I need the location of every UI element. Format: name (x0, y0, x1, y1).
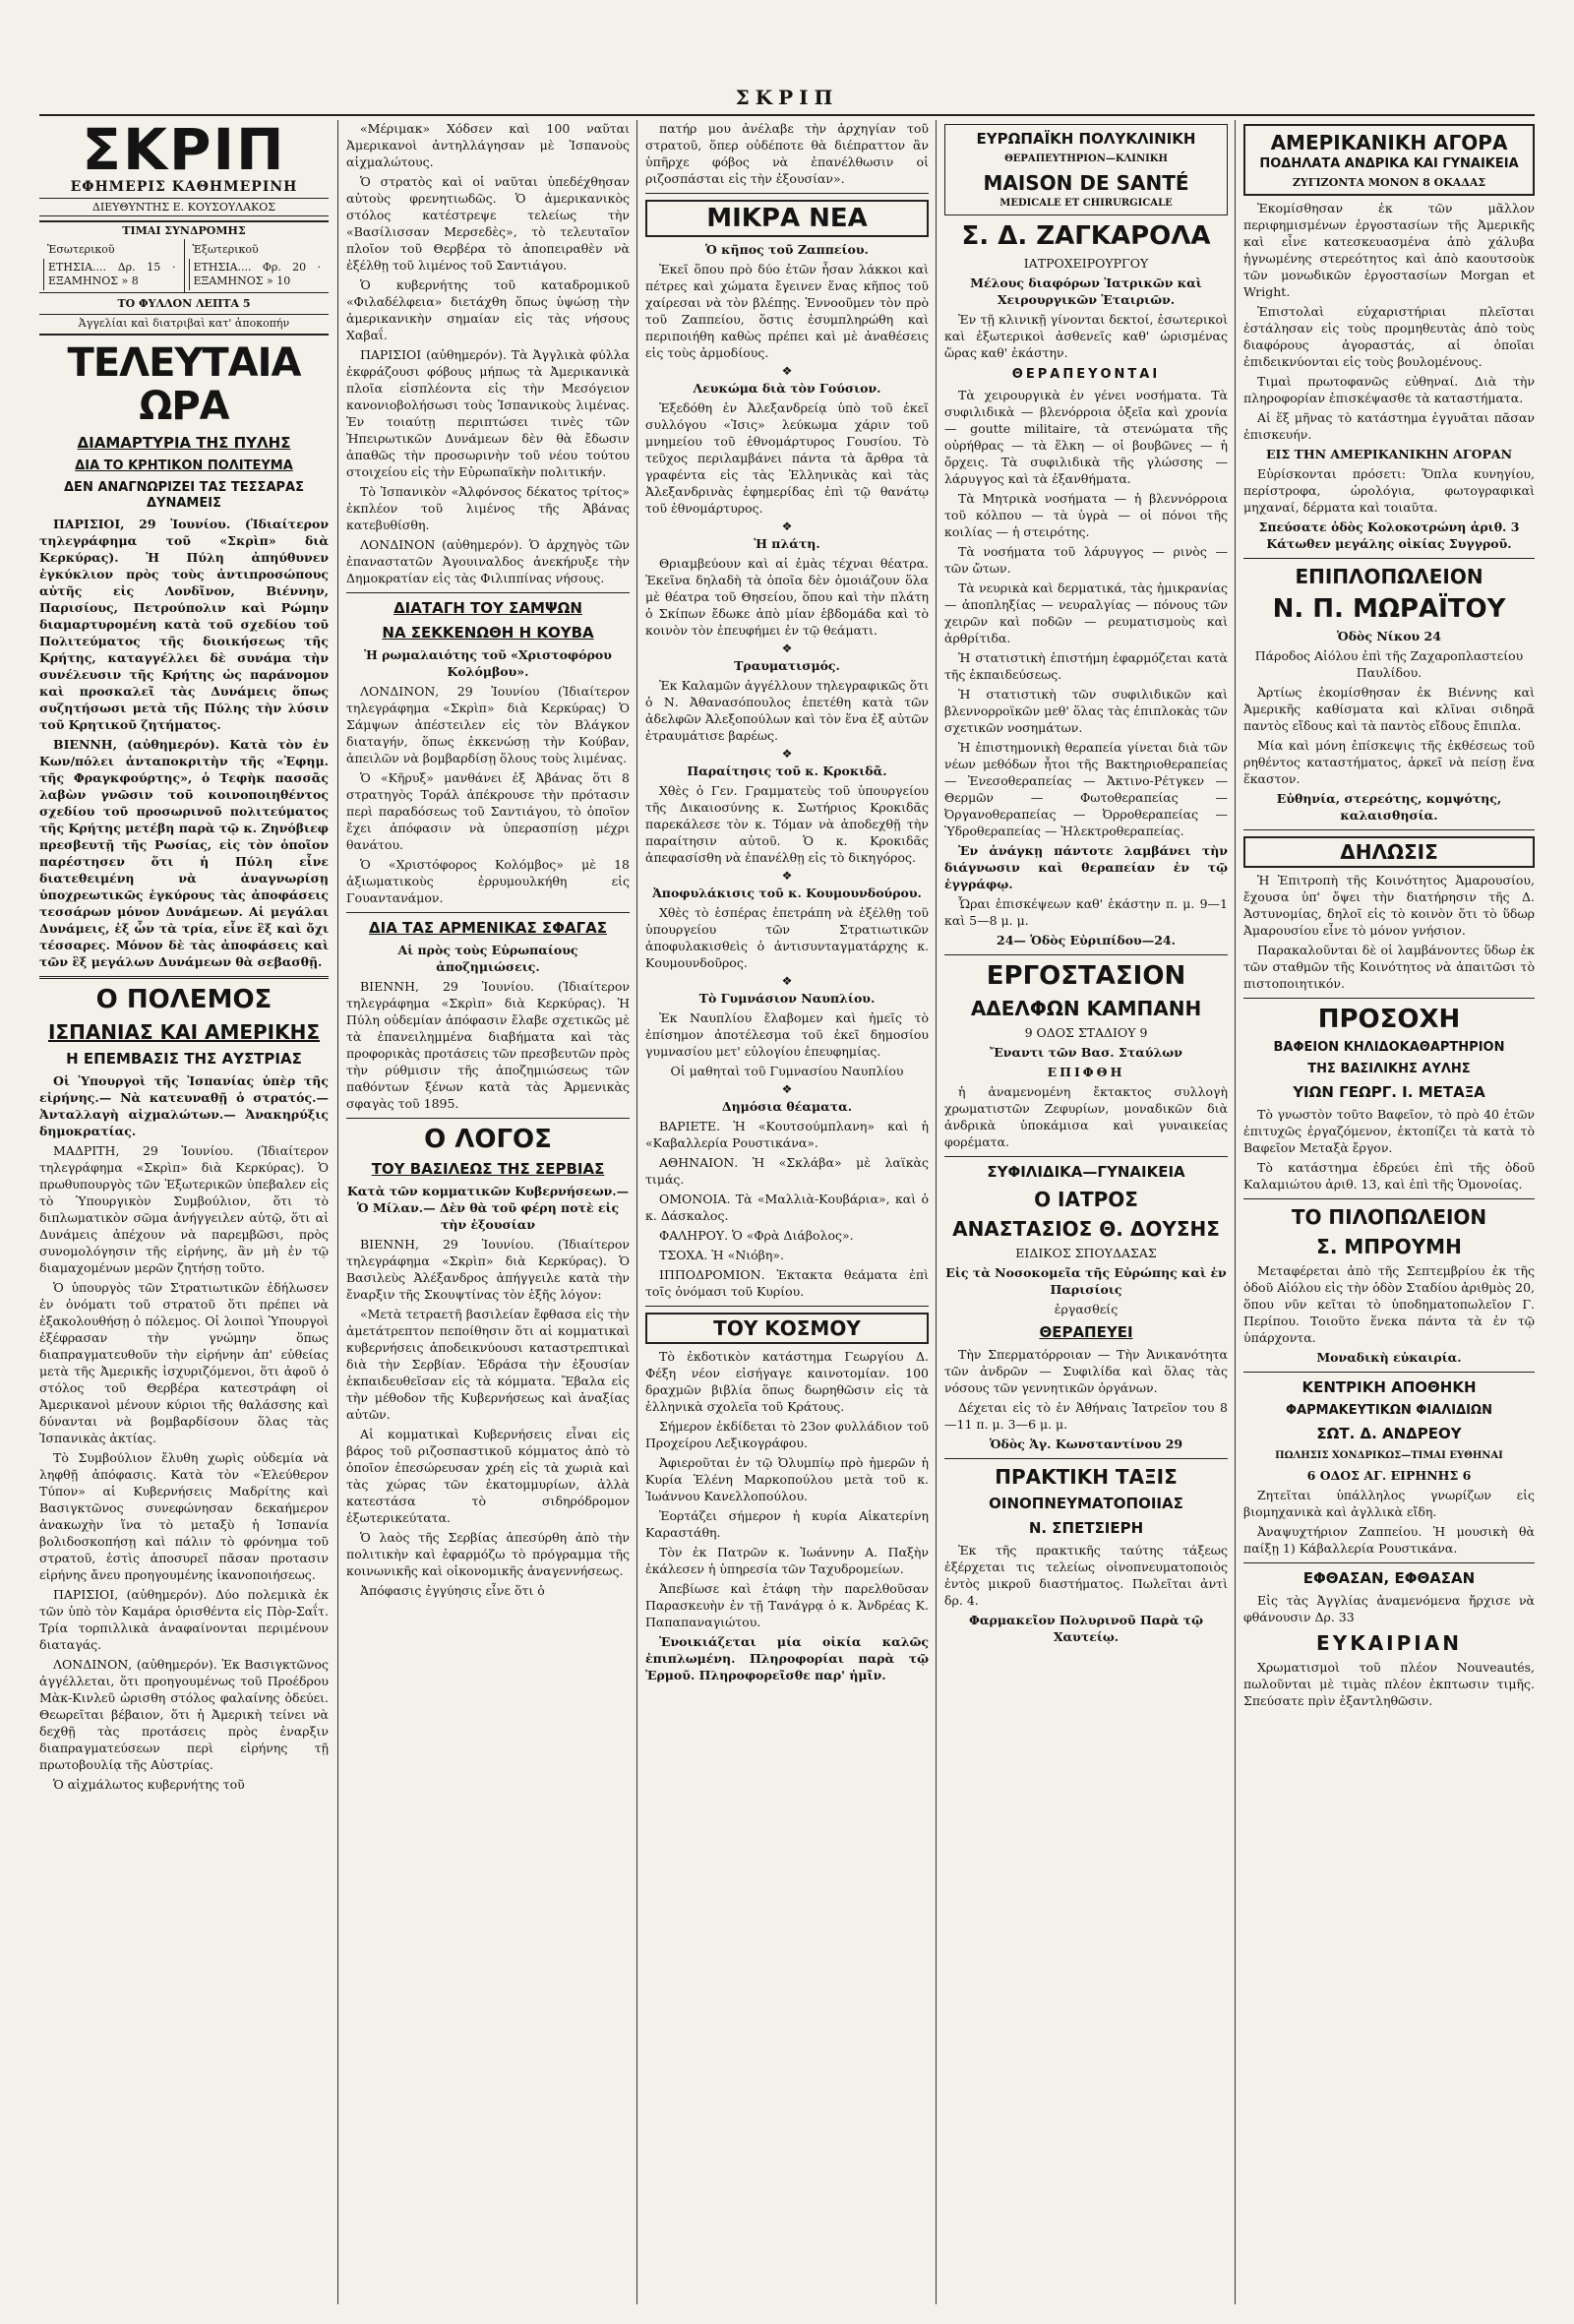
article-paragraph: «Μέριμακ» Χόδσεν καὶ 100 ναῦται Ἀμερικανοὶ ἀντηλλάγησαν μὲ Ἰσπανοὺς αἰχμαλώτους. (346, 121, 630, 169)
article-paragraph: Ὁ λαὸς τῆς Σερβίας ἀπεσύρθη ἀπὸ τὴν πολιτικὴν καὶ ἐφαρμόζω τὸ πρόγραμμα τῆς κοινωνικῆς καὶ οἰκονομικῆς ἀναγεννήσεως. (346, 1530, 630, 1578)
divider (1243, 829, 1535, 830)
ad-paragraph: Μεταφέρεται ἀπὸ τῆς Σεπτεμβρίου ἐκ τῆς ὁδοῦ Αἰόλου εἰς τὴν ὁδὸν Σταδίου ἀριθμὸς 20, ὅπου νῦν κεῖται τὸ ὑποδηματοπωλεῖον Γ. Περίπου. Τοιοῦτο ἕνεκα πάντα τὰ ἐν τῷ ὑπάρχοντα. (1243, 1263, 1535, 1345)
news-subheading: Ὁ κῆπος τοῦ Ζαππείου. (705, 242, 869, 257)
article-paragraph: ΒΙΕΝΝΗ, 29 Ἰουνίου. (Ἰδιαίτερον τηλεγράφημα «Σκρὶπ» διὰ Κερκύρας). Ἡ Πύλη οὐδεμίαν ἀπόφασιν ἔλαβε σχετικῶς μὲ τὰ ἐπανειλημμένα διαβήματα καὶ τὰς προφορικὰς προτάσεις τῶν πρεσβευτῶν πρὸς τὴν ρύθμισιν τῆς ἀποζημιώσεως τῶν παθόντων ξένων κατὰ τὰς Ἀρμενικὰς σφαγὰς τοῦ 1895. (346, 979, 630, 1111)
headline-austria: Η ΕΠΕΜΒΑΣΙΣ ΤΗΣ ΑΥΣΤΡΙΑΣ (66, 1050, 302, 1068)
article-paragraph: ΜΑΔΡΙΤΗ, 29 Ἰουνίου. (Ἰδιαίτερον τηλεγράφημα «Σκρὶπ» διὰ Κερκύρας). Ὁ πρωθυπουργὸς τῶν Ἐξωτερικῶν ὑπεβαλεν εἰς τὸ Ὑπουργικὸν Συμβούλιον, ὅτι τὸ διπλωματικὸν σῶμα ἀνήγγειλεν αὐτῷ, ὅτι αἱ Δυνάμεις ἀπέχουν νὰ παρεμβῶσι, πρὸς συνομολόγησιν τῆς εἰρήνης, ἂν μὴ ἐν τῷ διαμαχομένων μερῶν ζητήσῃ τοῦτο. (39, 1143, 329, 1275)
ad-address: 24— Ὁδὸς Εὐριπίδου—24. (997, 933, 1176, 948)
ad-opportunity: ΕΥΚΑΙΡΙΑΝ (1316, 1631, 1462, 1655)
exterior-label: Ἐξωτερικοῦ (192, 243, 259, 256)
ad-iatros: Ο ΙΑΤΡΟΣ (1034, 1188, 1138, 1211)
ad-paragraph: Εὑρίσκονται πρόσετι: Ὅπλα κυνηγίου, περίστροφα, ὡρολόγια, φωτογραφικαὶ μηχαναί, δέρματα καὶ τοιαῦτα. (1243, 466, 1535, 515)
ad-moraitou-near: Πάροδος Αἰόλου ἐπὶ τῆς Ζαχαροπλαστείου Παυλίδου. (1254, 648, 1524, 680)
ornament-icon: ❖ (781, 364, 793, 378)
interior-label: Ἐσωτερικοῦ (47, 243, 115, 256)
divider (1243, 1372, 1535, 1373)
masthead (39, 120, 329, 222)
ad-paragraph: Ἐκομίσθησαν ἐκ τῶν μᾶλλον περιφημισμένων ἐργοστασίων τῆς Ἀμερικῆς καὶ εἶνε κατεσκευασμένα ἀπὸ χάλυβα ἡγνωμένης στερεότητος καὶ ἀπὸ καουτσοὺκ τῶν μονωδικῶν ἐργοστασίων Morgan et Wright. (1243, 201, 1535, 299)
ad-syph-heading: ΣΥΦΙΛΙΔΙΚΑ—ΓΥΝΑΙΚΕΙΑ (987, 1163, 1185, 1181)
ad-paragraph: Ἀναψυχτήριον Ζαππείου. Ἡ μουσικὴ θὰ παίξῃ 1) Κάβαλλερία Ρουστικάνα. (1243, 1524, 1535, 1556)
column-2 (346, 120, 630, 2304)
news-subheading: Ἀποφυλάκισις τοῦ κ. Κουμουνδούρου. (652, 886, 922, 900)
ornament-icon: ❖ (781, 869, 793, 883)
ad-treat-heading: ΘΕΡΑΠΕΥΟΝΤΑΙ (1011, 367, 1161, 382)
ad-paragraph: Αἱ ἕξ μῆνας τὸ κατάστημα ἐγγυᾶται πᾶσαν ἐπισκευήν. (1243, 410, 1535, 442)
divider (645, 193, 929, 194)
news-subheading: Λευκώμα διὰ τὸν Γούσιον. (693, 381, 881, 396)
column-rule (337, 120, 338, 2304)
news-paragraph: Ἀπεβίωσε καὶ ἐτάφη τὴν παρελθοῦσαν Παρασκευὴν ἐν τῇ Τανάγρᾳ ὁ κ. Ἀνδρέας Κ. Παπαπαναγιώτου. (645, 1581, 929, 1629)
ad-paragraph: Εἰς τὰς Ἀγγλίας ἀναμενόμενα ἤρχισε νὰ φθάνουσιν Δρ. 33 (1243, 1593, 1535, 1624)
ad-paragraph: Ἐν τῇ κλινικῇ γίνονται δεκτοί, ἐσωτερικοὶ καὶ ἐξωτερικοὶ ἀσθενεῖς καθ' ὡρισμένας ὥρας καθ' ἑκάστην. (944, 312, 1228, 360)
ornament-icon: ❖ (781, 642, 793, 655)
headline-last-hour: ΤΕΛΕΥΤΑΙΑ ΩΡΑ (67, 340, 301, 429)
news-paragraph: Ἐνοικιάζεται μία οἰκία καλῶς ἐπιπλωμένη. Πληροφορίαι παρὰ τῷ Ἐρμοῦ. Πληροφορεῖσθε παρ' ἡμῖν. (645, 1634, 929, 1682)
news-paragraph: Ἐξεδόθη ἐν Ἀλεξανδρείᾳ ὑπὸ τοῦ ἐκεῖ συλλόγου «Ἰσις» λεύκωμα χάριν τοῦ μνημείου τοῦ ἐθνομάρτυρος Γουσίου. Τὸ τεῦχος περιλαμβάνει πάντα τὰ ἄρθρα τὰ γραφέντα εἰς τὰς Ἑλληνικὰς καὶ τὰς Ἀλεξανδρινὰς ἐφημερίδας ἐπὶ τῷ θανάτῳ τοῦ ἐθνομάρτυρος. (645, 400, 929, 516)
ad-worked: ἐργασθείς (1054, 1302, 1119, 1316)
sheet-price: ΤΟ ΦΥΛΛΟΝ ΛΕΠΤΑ 5 (39, 293, 329, 315)
ad-factory-opposite: Ἔναντι τῶν Βασ. Σταύλων (990, 1045, 1182, 1060)
news-paragraph: Ἐκεῖ ὅπου πρὸ δύο ἐτῶν ἦσαν λάκκοι καὶ πέτρες καὶ χώματα ἔγεινεν ἕνας κῆπος τοῦ χαίρεσαι νὰ τὸν βλέπῃς. Ἐννοοῦμεν τὸν πρὸ τοῦ Ζαππείου, ὅστις ἐσυμπληρώθη καὶ περιποιήθη καθὼς πρέπει καὶ μὲ ἀναθέσεις εἰς τοὺς ἀρμοδίους. (645, 262, 929, 360)
headline-serbia: ΤΟΥ ΒΑΣΙΛΕΩΣ ΤΗΣ ΣΕΡΒΙΑΣ (371, 1160, 605, 1178)
headline-no-recognition: ΔΕΝ ΑΝΑΓΝΩΡΙΖΕΙ ΤΑΣ ΤΕΣΣΑΡΑΣ ΔΥΝΑΜΕΙΣ (64, 480, 304, 511)
news-paragraph: Χθὲς τὸ ἑσπέρας ἐπετράπη νὰ ἐξέλθῃ τοῦ ὑπουργείου τῶν Στρατιωτικῶν ἀποφυλακισθεὶς ὁ ἀντισυνταγματάρχης κ. Κουμουνδοῦρος. (645, 905, 929, 970)
ad-paragraph: Τὴν Σπερματόρροιαν — Τὴν Ἀνικανότητα τῶν ἀνδρῶν — Συφιλίδα καὶ ὅλας τὰς νόσους τῶν γεννητικῶν ὀργάνων. (944, 1347, 1228, 1395)
ad-paragraph: Μία καὶ μόνη ἐπίσκεψις τῆς ἐκθέσεως τοῦ ρηθέντος καταστήματος, ἀρκεῖ νὰ πείσῃ ἕνα ἕκαστον. (1243, 738, 1535, 786)
divider (944, 954, 1228, 955)
ad-paragraph: Ἡ ἐπιστημονικὴ θεραπεία γίνεται διὰ τῶν νέων μεθόδων ἦτοι τῆς Βακτηριοθεραπείας — Ἐνεσοθεραπείας — Ἀκτινο-Ρέτγκεν — Θερμῶν — Φωτοθεραπείας — Ὀργανοθεραπείας — Ὀρροθεραπείας — Ὑδροθεραπείας — Ἠλεκτροθεραπείας. (944, 740, 1228, 838)
article-paragraph: πατήρ μου ἀνέλαβε τὴν ἀρχηγίαν τοῦ στρατοῦ, ὅπερ οὐδέποτε θὰ διέπραττον ἂν ὑπῆρχε φόβος νὰ ἐπανέλθωσιν οἱ ριζοσπάσται εἰς τὴν ἐξουσίαν». (645, 121, 929, 186)
headline-armenian: ΔΙΑ ΤΑΣ ΑΡΜΕΝΙΚΑΣ ΣΦΑΓΑΣ (369, 919, 607, 937)
article-paragraph: ΠΑΡΙΣΙΟΙ, (αὐθημερόν). Δύο πολεμικὰ ἐκ τῶν ὑπὸ τὸν Καμάρα ὁρισθέντα εἰς Πὸρ-Σαΐτ. Τρία τορπιλλικὰ ἀναφαίνονται περιμένουν διαταγάς. (39, 1587, 329, 1652)
ad-paragraph: Σπεύσατε ὁδὸς Κολοκοτρώνη ἀριθ. 3 Κάτωθεν μεγάλης οἰκίας Συγγροῦ. (1258, 520, 1520, 551)
headline-small-news: ΜΙΚΡΑ ΝΕΑ (645, 200, 929, 237)
ad-agora-title: ΑΜΕΡΙΚΑΝΙΚΗ ΑΓΟΡΑ (1270, 131, 1508, 154)
ad-unique: Μοναδικὴ εὐκαιρία. (1316, 1350, 1462, 1365)
subscription-table (39, 239, 329, 293)
ad-moraitou-name: Ν. Π. ΜΩΡΑΪΤΟΥ (1272, 594, 1506, 624)
ad-moraitou-address: Ὁδὸς Νίκου 24 (1337, 629, 1441, 643)
news-paragraph: Τὸ ἐκδοτικὸν κατάστημα Γεωργίου Δ. Φέξη νέον εἰσήγαγε καινοτομίαν. 100 δραχμῶν βιβλία ὅπως δωρηθῶσιν εἰς τὰ ἑλληνικὰ σχολεῖα τοῦ Κράτους. (645, 1349, 929, 1414)
article-subheading: Αἱ πρὸς τοὺς Εὐρωπαίους ἀποζημιώσεις. (397, 943, 578, 974)
ad-furniture-title: ΕΠΙΠΛΟΠΩΛΕΙΟΝ (1295, 565, 1483, 588)
headline-world: ΤΟΥ ΚΟΣΜΟΥ (645, 1313, 929, 1344)
divider (39, 976, 329, 979)
ad-american-market (1243, 124, 1535, 196)
headline-sampson-order: ΔΙΑΤΑΓΗ ΤΟΥ ΣΑΜΨΩΝ (394, 599, 582, 617)
ad-paragraph: Ἡ στατιστικὴ τῶν συφιλιδικῶν καὶ βλεννορροϊκῶν μεθ' ὅλας τὰς ἐπιπλοκὰς τῶν σχετικῶν νοσημάτων. (944, 687, 1228, 735)
ad-clinic-title: ΕΥΡΩΠΑΪΚΗ ΠΟΛΥΚΛΙΝΙΚΗ (976, 130, 1196, 148)
column-1 (39, 120, 329, 2304)
ad-paragraph: Ἀρτίως ἐκομίσθησαν ἐκ Βιέννης καὶ Ἀμερικῆς καθίσματα καὶ κλῖναι σιδηρᾶ παντὸς εἴδους καὶ τὰ παντὸς εἴδους ἔπιπλα. (1243, 685, 1535, 733)
theatre-listing: ΟΜΟΝΟΙΑ. Τὰ «Μαλλιὰ-Κουβάρια», καὶ ὁ κ. Δάσκαλος. (645, 1192, 929, 1223)
ad-paragraph: Ἡ στατιστικὴ ἐπιστήμη ἐφαρμόζεται κατὰ τῆς ἐκπαιδεύσεως. (944, 650, 1228, 682)
ad-doctor-title: ΙΑΤΡΟΧΕΙΡΟΥΡΓΟΥ (1023, 256, 1149, 271)
article-paragraph: Ὁ κυβερνήτης τοῦ καταδρομικοῦ «Φιλαδέλφεια» διετάχθη ὅπως ὑψώσῃ τὴν ἀμερικανικὴν σημαίαν εἰς τὰς νήσους Χαβαΐ. (346, 277, 630, 342)
ad-clinic-sub: ΘΕΡΑΠΕΥΤΗΡΙΟΝ—ΚΛΙΝΙΚΗ (1004, 153, 1168, 164)
ads-note: Ἀγγελίαι καὶ διατριβαὶ κατ' ἀποκοπήν (39, 315, 329, 336)
ad-broumi: Σ. ΜΠΡΟΥΜΗ (1316, 1235, 1462, 1258)
article-paragraph: Ἀπόφασις ἐγγύησις εἶνε ὅτι ὁ (360, 1583, 545, 1598)
news-paragraph: Ἐκ Καλαμῶν ἀγγέλλουν τηλεγραφικῶς ὅτι ὁ Ν. Ἀθανασόπουλος ἐπετέθη κατὰ τῶν ἀδελφῶν Ἀλεξοπούλων καὶ τὸν ἕνα ἐξ αὐτῶν ἐτραυμάτισε βαρέως. (645, 678, 929, 743)
theatre-listing: ΑΘΗΝΑΙΟΝ. Ἡ «Σκλάβα» μὲ λαϊκὰς τιμάς. (645, 1155, 929, 1187)
ad-eirinis: 6 ΟΔΟΣ ΑΓ. ΕΙΡΗΝΗΣ 6 (1306, 1468, 1472, 1483)
interior-rates: ΕΤΗΣΙΑ.... Δρ. 15 · ΕΞΑΜΗΝΟΣ » 8 (43, 259, 180, 290)
news-paragraph: Τὸν ἐκ Πατρῶν κ. Ἰωάννην Α. Παξὴν ἐκάλεσεν ἡ ὑπηρεσία τῶν Ταχυδρομείων. (645, 1545, 929, 1576)
article-paragraph: Αἱ κομματικαὶ Κυβερνήσεις εἶναι εἰς βάρος τοῦ ριζοσπαστικοῦ κόμματος ἀπὸ τὸ ὁποῖον ἐπεσώρευσαν χρέη εἰς τὰ χωριὰ καὶ τὰς χώρας τῶν ἐκατομμυρίων, ἀλλὰ κατεστάσα τὸ σιδηρόδρομον ἐξωτερικεύτατα. (346, 1427, 630, 1525)
theatre-listing: ΦΑΛΗΡΟΥ. Ὁ «Φρὰ Διάβολος». (659, 1228, 854, 1243)
article-paragraph: ΛΟΝΔΙΝΟΝ (αὐθημερόν). Ὁ ἀρχηγὸς τῶν ἐπαναστατῶν Ἀγουιναλδος ἀνεκήρυξε τὴν Δημοκρατίαν εἰς τὰς Φιλιππίνας νήσους. (346, 537, 630, 585)
exterior-rates: ΕΤΗΣΙΑ.... Φρ. 20 · ΕΞΑΜΗΝΟΣ » 10 (189, 259, 326, 290)
divider (1243, 1562, 1535, 1563)
ad-wholesale: ΠΩΛΗΣΙΣ ΧΟΝΔΡΙΚΩΣ—ΤΙΜΑΙ ΕΥΘΗΝΑΙ (1275, 1450, 1503, 1461)
ad-royal-court: ΤΗΣ ΒΑΣΙΛΙΚΗΣ ΑΥΛΗΣ (1307, 1062, 1471, 1076)
theatre-listing: ΤΣΟΧΑ. Ἡ «Νιόβη». (659, 1248, 785, 1262)
masthead-director: ΔΙΕΥΘΥΝΤΗΣ Ε. ΚΟΥΣΟΥΛΑΚΟΣ (39, 198, 329, 216)
article-paragraph: ΠΑΡΙΣΙΟΙ, 29 Ἰουνίου. (Ἰδιαίτερον τηλεγράφημα τοῦ «Σκρὶπ» διὰ Κερκύρας). Ἡ Πύλη ἀπηύθυνεν ἐγκύκλιον πρὸς τοὺς ἀντιπροσώπους αὐτῆς εἰς Λονδῖνον, Βιέννην, Παρισίους, Πετρούπολιν καὶ Ρώμην διαμαρτυρομένη κατὰ τοῦ σχεδίου τοῦ Πολιτεύματος τῆς διοικήσεως τῆς Κρήτης, καταγγέλλει δὲ συνάμα τὴν συνέλευσιν τῆς Κρήτης ὡς παράνομον καὶ προσκαλεῖ τὰς Δυνάμεις ὅπως συζητήσωσι μετὰ τῆς Πύλης τὴν λύσιν τοῦ Κρητικοῦ ζητήματος. (39, 517, 329, 732)
divider (346, 912, 630, 913)
ad-doctor-member: Μέλους διαφόρων Ἰατρικῶν καὶ Χειρουργικῶν Ἑταιριῶν. (970, 275, 1202, 307)
ad-factory-brothers: ΑΔΕΛΦΩΝ ΚΑΜΠΑΝΗ (970, 997, 1202, 1020)
article-paragraph: Ὁ στρατὸς καὶ οἱ ναῦται ὑπεδέχθησαν αὐτοὺς φρενητιωδῶς. Ὁ ἀμερικανικὸς στόλος κατέστρεψε τελείως τὴν «Βασίλισσαν Μερσεδὲς», τὸ τελευταῖον πλοῖον τοῦ Θερβέρα τὸ ἀποπειραθὲν νὰ ἐξέλθῃ τοῦ λιμένος τοῦ Σαντιάγου. (346, 174, 630, 273)
headline-spain-america: ΙΣΠΑΝΙΑΣ ΚΑΙ ΑΜΕΡΙΚΗΣ (47, 1020, 321, 1044)
news-paragraph: Θριαμβεύουν καὶ αἱ ἐμὰς τέχναι θέατρα. Ἐκεῖνα δηλαδὴ τὰ ὁποῖα δὲν ὁμοιάζουν ὅλα μὲ θέατρα τοῦ Θησείου, ὅπου καὶ τὴν πλάτη ὁ Σκίπων ἔδωκε ἀπὸ μίαν ἑβδομάδα καὶ τὸ κοινὸν τὸν ἐπευφήμει ἐν τῷ θεάματι. (645, 556, 929, 638)
ad-dyers: ΒΑΦΕΙΟΝ ΚΗΛΙΔΟΚΑΘΑΡΤΗΡΙΟΝ (1273, 1040, 1505, 1055)
ornament-icon: ❖ (781, 974, 793, 988)
ad-paragraph: Τὸ κατάστημα ἐδρεύει ἐπὶ τῆς ὁδοῦ Καλαμιώτου ἀριθ. 13, καὶ ἐπὶ τῆς Ὁμονοίας. (1243, 1160, 1535, 1192)
ad-paragraph: Ἐπιστολαὶ εὐχαριστήριαι πλεῖσται ἐστάλησαν εἰς τοὺς προμηθευτὰς ἀπὸ τοὺς διαφόρους ἀγοραστάς, αἱ ὁποῖαι ἐπιδεικνύονται εἰς τοὺς βουλομένους. (1243, 304, 1535, 369)
ad-paragraph: Τιμαὶ πρωτοφανῶς εὐθηναί. Διὰ τὴν πληροφορίαν ἐπισκέψασθε τὰ καταστήματα. (1243, 374, 1535, 405)
news-subheading: Παραίτησις τοῦ κ. Κροκιδᾶ. (687, 764, 887, 778)
ad-paragraph: Δέχεται εἰς τὸ ἐν Ἀθήναις Ἰατρεῖον του 8—11 π. μ. 3—6 μ. μ. (944, 1400, 1228, 1432)
ad-paragraph: ἡ ἀναμενομένη ἔκτακτος συλλογὴ χρωματιστῶν Ζεφυρίων, μοναδικῶν διὰ ἀνδρικὰ ὑποκάμισα καὶ γυναικείας φορέματα. (944, 1084, 1228, 1149)
ad-maison-sub: MEDICALE ET CHIRURGICALE (999, 198, 1173, 209)
ad-declaration: ΔΗΛΩΣΙΣ (1243, 836, 1535, 868)
theatre-listing: ΙΠΠΟΔΡΟΜΙΟΝ. Ἐκτακτα θεάματα ἐπὶ τοῖς ὀνόμασι τοῦ Κυρίου. (645, 1267, 929, 1299)
article-paragraph: Ὁ αἰχμάλωτος κυβερνήτης τοῦ (53, 1777, 245, 1792)
article-paragraph: ΒΙΕΝΝΗ, 29 Ἰουνίου. (Ἰδιαίτερον τηλεγράφημα «Σκρὶπ» διὰ Κερκύρας). Ὁ Βασιλεὺς Ἀλέξανδρος ἀπήγγειλε κατὰ τὴν ἔναρξιν τῆς Σκουψτίνας τὸν ἑξῆς λόγον: (346, 1237, 630, 1302)
ad-spetsieris: Ν. ΣΠΕΤΣΙΕΡΗ (1028, 1519, 1144, 1537)
ad-sign: ΕΙΣ ΤΗΝ ΑΜΕΡΙΚΑΝΙΚΗΝ ΑΓΟΡΑΝ (1265, 447, 1513, 461)
column-rule (1235, 120, 1236, 2304)
article-paragraph: Τὸ Συμβούλιον ἔλυθη χωρὶς οὐδεμία νὰ ληφθῇ ἀπόφασις. Κατὰ τὸν «Ἐλεύθερον Τύπον» αἱ Κυβερνήσεις Μαδρίτης καὶ Βασιγκτῶνος συνεφώνησαν δεκαήμερον ἀνακωχὴν ἵνα τὸ μεταξὺ ἡ Ἰσπανία βολιδοσκοπήσῃ καὶ πάλιν τὸ φρόνημα τοῦ στρατοῦ, ἐστὶς ἀποσυρεῖ πᾶσαν προτασιν εἰρήνης ἄνευ προηγουμένης ἱκανοποιήσεως. (39, 1450, 329, 1582)
ad-clinic (944, 124, 1228, 215)
ad-andreou: ΣΩΤ. Δ. ΑΝΔΡΕΟΥ (1316, 1425, 1462, 1442)
ad-factory-title: ΕΡΓΟΣΤΑΣΙΟΝ (986, 961, 1186, 991)
ad-paragraph: Ἡ Ἐπιτροπὴ τῆς Κοινότητος Ἀμαρουσίου, ἔχουσα ὑπ' ὄψει τὴν διατήρησιν τῆς Δ. Ἀστυνομίας, δηλοῖ εἰς τὸ κοινὸν ὅτι τὸ ὕδωρ Ἀμαρουσίου εἶνε τὸ μόνον γνήσιον. (1243, 873, 1535, 938)
ad-paragraph: Ζητεῖται ὑπάλληλος γνωρίζων εἰς βιομηχανικὰ καὶ ἀγλλικὰ εἴδη. (1243, 1488, 1535, 1519)
divider (346, 1118, 630, 1119)
article-paragraph: Ὁ ὑπουργὸς τῶν Στρατιωτικῶν ἐδήλωσεν ἐν ὀνόματι τοῦ στρατοῦ ὅτι πρέπει νὰ ἐξακολουθήσῃ ὁ πόλεμος. Οἱ λοιποὶ Ὑπουργοὶ ἐξέφρασαν τὴν γνώμην ὅπως διαπραγματευθοῦν τὴν εἰρήνην ἀπ' εὐθείας μετὰ τῆς Ἀμερικῆς ἰσχυριζόμενοι, ὅτι ἀφοῦ ὁ στόλος τοῦ Θερβέρα κατεστράφη οἱ Ἀμερικανοὶ μένουν κύριοι τῆς θαλάσσης καὶ δύνανται νὰ βομβαρδίσουν ὅλας τὰς Ἰσπανικὰς ἀκτίας. (39, 1280, 329, 1445)
masthead-subtitle: ΕΦΗΜΕΡΙΣ ΚΑΘΗΜΕΡΙΝΗ (70, 179, 298, 195)
ad-agora-weight: ΖΥΓΙΖΟΝΤΑ ΜΟΝΟΝ 8 ΟΚΑΔΑΣ (1292, 176, 1486, 189)
ad-paragraph: Ὧραι ἐπισκέψεων καθ' ἑκάστην π. μ. 9—1 καὶ 5—8 μ. μ. (944, 896, 1228, 928)
ad-attention: ΠΡΟΣΟΧΗ (1317, 1005, 1461, 1034)
ad-paragraph: Χρωματισμοὶ τοῦ πλέον Nouveautés, πωλοῦνται μὲ τιμὰς πλέον ἐκπτωσιν τιμῆς. Σπεύσατε πρὶν ἐξαντληθῶσιν. (1243, 1660, 1535, 1708)
article-paragraph: «Μετὰ τετραετῆ βασιλείαν ἔφθασα εἰς τὴν ἀμετάτρεπτον πεποίθησιν ὅτι αἱ κομματικαὶ κυβερνήσεις ἀποδεικνύουσι καταστρεπτικαὶ διὰ τὴν Σερβίαν. Ἐδράσα τὴν ἐξουσίαν ἐκπαιδευθεῖσαν εἰς τὰ κόμματα. Ἔβαλα εἰς τὴν μέθοδον τῆς Κυβερνήσεως καὶ ἀναξίας αὐτῶν. (346, 1307, 630, 1422)
article-paragraph: ΠΑΡΙΣΙΟΙ (αὐθημερόν). Τὰ Ἀγγλικὰ φύλλα ἐκφράζουσι φόβους μήπως τὰ Ἀμερικανικὰ πλοῖα εἰσπλέοντα εἰς τὴν Μεσόγειον κανονιοβολήσωσι τοὺς Ἰσπανικοὺς λιμένας. Ἐν τοιαύτῃ περιπτώσει τινὲς τῶν Ἠπειρωτικῶν Δυνάμεων δὲν θὰ ἔδωσιν ἀπαθῶς τὴν προσωρινὴν τοῦ νέου τούτου στοιχείου εἰς τὴν Εὐρωπαϊκὴν πολιτικήν. (346, 347, 630, 479)
divider (944, 1458, 1228, 1459)
ad-paragraph: Εὐθηνία, στερεότης, κομψότης, καλαισθησία. (1276, 791, 1502, 823)
ad-pharm-bottles: ΦΑΡΜΑΚΕΥΤΙΚΩΝ ΦΙΑΛΙΔΙΩΝ (1286, 1403, 1492, 1418)
ad-pharmacy: Φαρμακεῖον Πολυρινοῦ Παρὰ τῷ Χαυτείῳ. (969, 1613, 1203, 1644)
ad-central-store: ΚΕΝΤΡΙΚΗ ΑΠΟΘΗΚΗ (1302, 1378, 1477, 1396)
article-subheading: Κατὰ τῶν κομματικῶν Κυβερνήσεων.— Ὁ Μίλαν.— Δὲν θὰ τοῦ φέρη ποτὲ εἰς τὴν ἐξουσίαν (346, 1184, 630, 1232)
article-paragraph: ΛΟΝΔΙΝΟΝ, 29 Ἰουνίου (Ἰδιαίτερον τηλεγράφημα «Σκρὶπ» διὰ Κερκύρας) Ὁ Σάμψων ἀπέστειλεν εἰς τὸν Βλάγκον διαταγήν, ὅπως ἐκκενώσῃ τὴν Κούβαν, ἀπειλῶν νὰ βομβαρδίσῃ ὅλους τοὺς λιμένας. (346, 684, 630, 765)
ad-agora-bicycles: ΠΟΔΗΛΑΤΑ ΑΝΔΡΙΚΑ ΚΑΙ ΓΥΝΑΙΚΕΙΑ (1259, 156, 1519, 171)
ad-paragraph: Ἐν ἀνάγκῃ πάντοτε λαμβάνει τὴν διάγνωσιν καὶ θεραπείαν ἐν τῷ ἐγγράφῳ. (944, 843, 1228, 891)
article-summary: Οἱ Ὑπουργοὶ τῆς Ἰσπανίας ὑπὲρ τῆς εἰρήνης.— Νὰ κατευναθῇ ὁ στρατός.— Ἀνταλλαγὴ αἰχμαλώτων.— Ἀνακηρύξις δημοκρατίας. (39, 1073, 329, 1138)
ad-paragraph: Τὰ Μητρικὰ νοσήματα — ἡ βλεννόρροια τοῦ κόλπου — τὰ ὑγρὰ — οἱ πόνοι τῆς κοιλίας — ἡ στειρότης. (944, 491, 1228, 539)
column-4 (944, 120, 1228, 2304)
ad-paragraph: Τὰ νευρικὰ καὶ δερματικά, τὰς ἡμικρανίας — ἀποπληξίας — νευραλγίας — πόνους τῶν χειρῶν καὶ ποδῶν — ρευματισμοὺς καὶ ἀρθρίτιδα. (944, 581, 1228, 645)
headline-logos: Ο ΛΟΓΟΣ (424, 1125, 552, 1154)
news-paragraph: Οἱ μαθηταὶ τοῦ Γυμνασίου Ναυπλίου (670, 1064, 904, 1078)
ad-paragraph: Παρακαλοῦνται δὲ οἱ λαμβάνοντες ὕδωρ ἐκ τῶν σταθμῶν τῆς Κοινότητος νὰ ἀπαιτῶσι τὸ πιστοποιητικόν. (1243, 943, 1535, 991)
ad-paragraph: Τὰ χειρουργικὰ ἐν γένει νοσήματα. Τὰ συφιλιδικὰ — βλενόρροια ὀξεῖα καὶ χρονία — goutte militaire, τὰ στενώματα τῆς οὐρήθρας — τὰ ἕλκη — οἱ βουβῶνες — ἡ ὄρχεις. Τὰ συφιλιδικὰ τῆς γλώσσης — λάρυγγος καὶ τὰ ἐξανθήματα. (944, 388, 1228, 486)
article-paragraph: Ὁ «Κῆρυξ» μανθάνει ἐξ Ἀβάνας ὅτι 8 στρατηγὸς Τοράλ ἀπέκρουσε τὴν πρότασιν περὶ παραδόσεως τοῦ Σαντιάγου, τὸ ὁποῖον ἔχει ἀπόφασιν νὰ ὑπερασπίσῃ μέχρι θανάτου. (346, 770, 630, 852)
masthead-title: ΣΚΡΙΠ (82, 120, 286, 183)
ornament-icon: ❖ (781, 1082, 793, 1096)
news-paragraph: Χθὲς ὁ Γεν. Γραμματεὺς τοῦ ὑπουργείου τῆς Δικαιοσύνης κ. Σωτήριος Κροκιδᾶς παρεκάλεσε τὸν κ. Τόμαν νὰ ἀποδεχθῇ τὴν παραίτησιν αὐτοῦ. Ὁ κ. Κροκιδᾶς ἀπεφασίσθη νὰ ἐπανέλθῃ εἰς τὸ δικηγόρος. (645, 783, 929, 865)
article-paragraph: ΒΙΕΝΝΗ, (αὐθημερόν). Κατὰ τὸν ἐν Κων/πόλει ἀνταποκριτὴν τῆς «Ἐφημ. τῆς Φραγκφούρτης», ὁ Τεφὴκ πασσᾶς λαβὼν γνῶσιν τοῦ κοινοποιηθέντος σχεδίου τοῦ προσωρινοῦ πολιτεύματος τῆς Κρήτης μετέβη παρὰ τῷ κ. Ζηνόβιεφ πρεσβευτῇ τῆς Ρωσίας, εἰς τὸν ὁποῖον παρέστησεν ὅτι ἡ Πύλη εἶνε διατεθειμένη νὰ ἀναγνωρίσῃ ὑποχρεωτικῶς ἐγκύρους τὰς ἀποφάσεις τεσσάρων μόνον Δυνάμεων. Αἱ μεγάλαι Δυνάμεις, ἐξ ὧν τὰ τρία, εἶνε ἓξ καὶ ὄχι τέσσαρες. Μόνον δὲ τὰς ἀποφάσεις καὶ τῶν ἓξ μεγάλων Δυνάμεων θὰ σεβασθῇ. (39, 737, 329, 969)
theatre-listing: ΒΑΡΙΕΤΕ. Ἡ «Κουτσούμπλανη» καὶ ἡ «Καβαλλερία Ρουστικάνα». (645, 1119, 929, 1150)
column-3 (645, 120, 929, 2304)
headline-protest: ΔΙΑΜΑΡΤΥΡΙΑ ΤΗΣ ΠΥΛΗΣ (77, 434, 291, 452)
ad-hospitals: Εἰς τὰ Νοσοκομεῖα τῆς Εὐρώπης καὶ ἐν Παρισίοις (945, 1265, 1227, 1297)
ad-paragraph: Τὰ νοσήματα τοῦ λάρυγγος — ρινὸς — τῶν ὤτων. (944, 544, 1228, 576)
article-paragraph: ΛΟΝΔΙΝΟΝ, (αὐθημερόν). Ἐκ Βασιγκτῶνος ἀγγέλλεται, ὅτι προηγουμένως τοῦ Προέδρου Μὰκ-Κινλεῦ ὡρισθη στόλος φαλαίνης ὀδεύει. Θεωρεῖται βέβαιον, ὅτι ἡ Ἀμερικὴ τείνει νὰ δεχθῇ τὰς προτάσεις πρὸς ἐναρξιν διαπραγματεύσεων περὶ εἰρήνης τῇ πρωτοβουλίᾳ τῆς Αὐστρίας. (39, 1657, 329, 1772)
news-paragraph: Ἐκ Ναυπλίου ἔλαβομεν καὶ ἡμεῖς τὸ ἐπίσημον ἀποτέλεσμα τοῦ ἐκεῖ δημοσίου γυμνασίου μετ' εὐλογίου ἐπευφημίας. (645, 1010, 929, 1059)
divider (1243, 998, 1535, 999)
ad-therapeuei: ΘΕΡΑΠΕΥΕΙ (1039, 1323, 1133, 1341)
article-paragraph: Τὸ Ἰσπανικὸν «Ἀλφόνσος δέκατος τρίτος» ἐκπλέον τοῦ λιμένος τῆς Ἀβάνας κατεβυθίσθη. (346, 484, 630, 532)
ad-metaxa: ΥΙΩΝ ΓΕΩΡΓ. Ι. ΜΕΤΑΞΑ (1293, 1083, 1485, 1101)
divider (1243, 558, 1535, 559)
article-paragraph: Ὁ «Χριστόφορος Κολόμβος» μὲ 18 ἀξιωματικοὺς ἐρρυμουλκήθη εἰς Γουαντανάμον. (346, 857, 630, 905)
news-paragraph: Σήμερον ἐκδίδεται τὸ 23ον φυλλάδιον τοῦ Προχείρου Λεξικογράφου. (645, 1419, 929, 1450)
ad-factory-address: 9 ΟΔΟΣ ΣΤΑΔΙΟΥ 9 (1024, 1025, 1148, 1040)
news-paragraph: Ἑορτάζει σήμερον ἡ κυρία Αἰκατερίνη Καραστάθη. (645, 1508, 929, 1540)
ad-alcohol: ΟΙΝΟΠΝΕΥΜΑΤΟΠΟΙΙΑΣ (989, 1495, 1183, 1512)
ad-paragraph: Τὸ γνωστὸν τοῦτο Βαφεῖον, τὸ πρὸ 40 ἐτῶν ἐπιτυχῶς ἐργαζόμενον, ἐκτοπίζει τὰ κατὰ τὸ Βαφεῖον Μεταξὰ ἔργον. (1243, 1107, 1535, 1155)
headline-war: Ο ΠΟΛΕΜΟΣ (95, 985, 272, 1014)
divider (1243, 1198, 1535, 1199)
ad-practical: ΠΡΑΚΤΙΚΗ ΤΑΞΙΣ (995, 1465, 1178, 1489)
headline-cretan: ΔΙΑ ΤΟ ΚΡΗΤΙΚΟΝ ΠΟΛΙΤΕΥΜΑ (75, 459, 293, 473)
column-rule (636, 120, 637, 2304)
ad-specialist: ΕΙΔΙΚΟΣ ΣΠΟΥΔΑΣΑΣ (1015, 1246, 1157, 1260)
news-subheading: Τὸ Γυμνάσιον Ναυπλίου. (698, 991, 876, 1006)
ad-maison: MAISON DE SANTÉ (983, 171, 1189, 195)
column-5 (1243, 120, 1535, 2304)
prices-heading: ΤΙΜΑΙ ΣΥΝΔΡΟΜΗΣ (122, 224, 246, 237)
news-subheading: Ἡ πλάτη. (754, 536, 820, 551)
divider (645, 1306, 929, 1307)
news-subheading: Τραυματισμός. (734, 658, 840, 673)
ornament-icon: ❖ (781, 520, 793, 533)
ad-dousis-name: ΑΝΑΣΤΑΣΙΟΣ Θ. ΔΟΥΣΗΣ (952, 1217, 1220, 1241)
running-head: ΣΚΡΙΠ (39, 81, 1535, 116)
divider (944, 1156, 1228, 1157)
news-subheading: Δημόσια θέαματα. (721, 1099, 853, 1114)
column-rule (936, 120, 937, 2304)
newspaper-page (39, 0, 1535, 2324)
ad-factory-arrived: ΕΠΙΦΘΗ (1047, 1065, 1125, 1079)
headline-cuba: ΝΑ ΣΕΚΚΕΝΩΘΗ Η ΚΟΥΒΑ (382, 624, 594, 642)
ornament-icon: ❖ (781, 747, 793, 761)
divider (346, 592, 630, 593)
ad-arrived: ΕΦΘΑΣΑΝ, ΕΦΘΑΣΑΝ (1302, 1569, 1476, 1587)
ad-hat-shop: ΤΟ ΠΙΛΟΠΩΛΕΙΟΝ (1291, 1205, 1487, 1229)
ad-address: Ὁδὸς Ἁγ. Κωνσταντίνου 29 (989, 1437, 1183, 1451)
news-paragraph: Ἀφιεροῦται ἐν τῷ Ὀλυμπίῳ πρὸ ἡμερῶν ἡ Κυρία Ἑλένη Μαρκοπούλου μετὰ τοῦ κ. Ἰωάννου Κανελλοπούλου. (645, 1455, 929, 1503)
article-subheading: Ἡ ρωμαλαιότης τοῦ «Χριστοφόρου Κολόμβου». (364, 647, 612, 679)
ad-paragraph: Ἐκ τῆς πρακτικῆς ταύτης τάξεως ἐξέρχεται τις τελείως οἰνοπνευματοποιὸς ἐντὸς μικροῦ διαστήματος. Πωλεῖται ἀντὶ δρ. 4. (944, 1543, 1228, 1608)
ad-doctor-name: Σ. Δ. ΖΑΓΚΑΡΟΛΑ (961, 221, 1211, 251)
